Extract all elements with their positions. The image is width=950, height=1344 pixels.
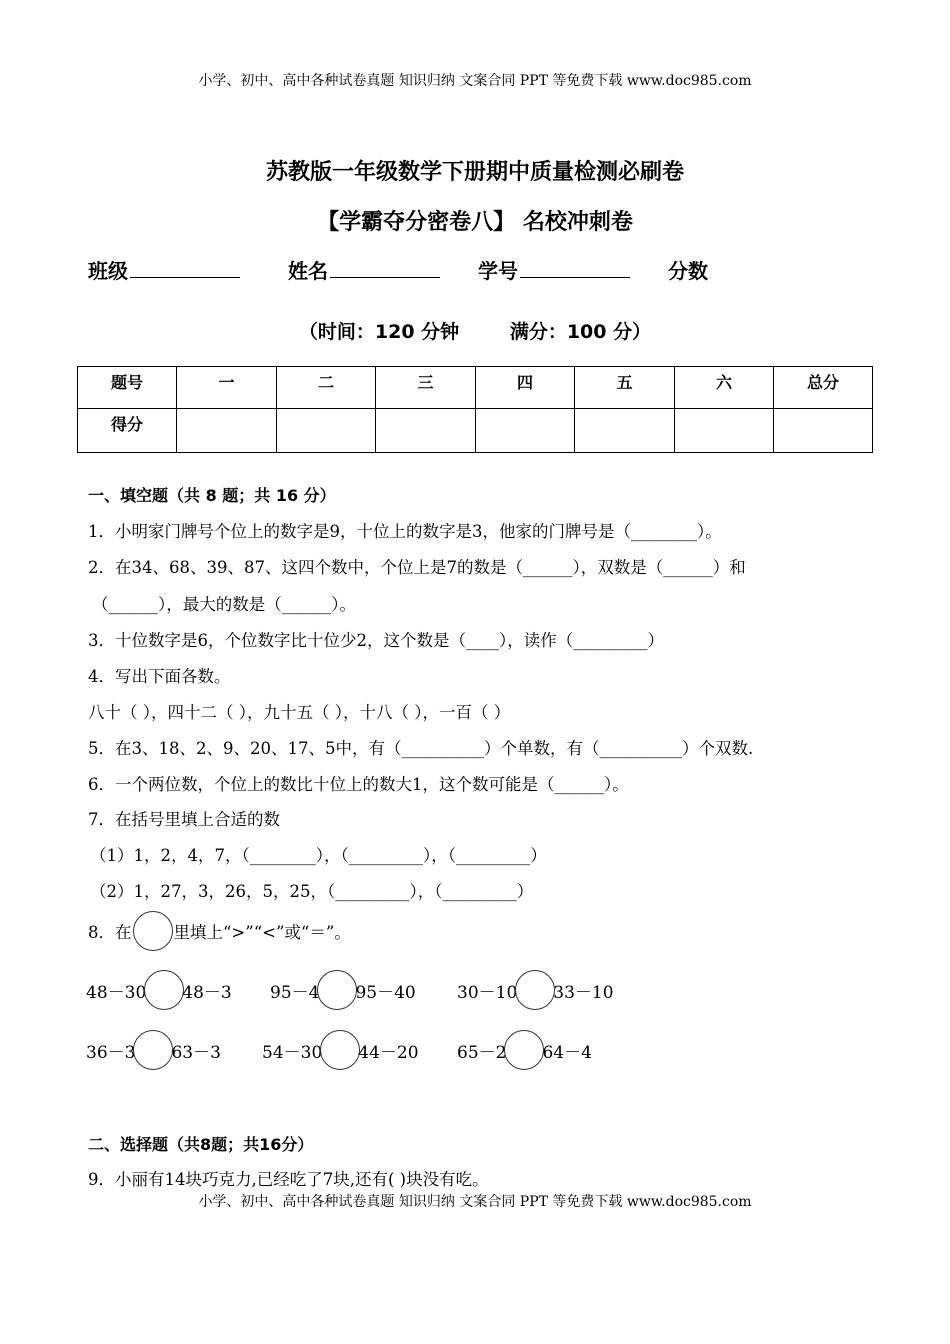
header-cell: 四	[476, 367, 575, 409]
example-circle	[133, 911, 173, 951]
question-7-part1: （1）1，2，4，7，（________），（_________），（_________）	[90, 846, 547, 865]
header-cell: 六	[675, 367, 774, 409]
question-4: 4．写出下面各数。	[88, 667, 231, 686]
section1-title: 一、填空题（共 8 题；共 16 分）	[88, 486, 336, 505]
name-field: 姓名	[288, 255, 440, 284]
question-9: 9．小丽有14块巧克力,已经吃了7块,还有( )块没有吃。	[88, 1170, 489, 1189]
question-2: 2．在34、68、39、87、这四个数中，个位上是7的数是（______），双数是（______）和	[88, 558, 746, 577]
compare-item: 65－2 64－4	[457, 1030, 592, 1070]
time-info	[0, 317, 950, 344]
class-field: 班级	[88, 255, 240, 284]
header-cell: 一	[177, 367, 277, 409]
compare-circle[interactable]	[317, 970, 357, 1010]
exam-title: 苏教版一年级数学下册期中质量检测必刷卷	[265, 160, 684, 185]
score-cell[interactable]	[376, 409, 476, 453]
header-cell: 三	[376, 367, 476, 409]
compare-item: 54－30 44－20	[262, 1030, 419, 1070]
score-table-header-row	[78, 367, 873, 409]
compare-item: 36－3 63－3	[86, 1030, 221, 1070]
score-table	[77, 366, 873, 453]
header-cell: 五	[575, 367, 675, 409]
question-1: 1．小明家门牌号个位上的数字是9，十位上的数字是3，他家的门牌号是（________）。	[88, 522, 722, 541]
compare-item: 48－30 48－3	[86, 970, 232, 1010]
score-cell[interactable]	[675, 409, 774, 453]
top-banner: 小学、初中、高中各种试卷真题 知识归纳 文案合同 PPT 等免费下载 www.doc985.com	[198, 73, 752, 89]
compare-item: 95－4 95－40	[270, 970, 416, 1010]
question-3: 3．十位数字是6，个位数字比十位少2，这个数是（____），读作（_________）	[88, 631, 664, 650]
score-cell[interactable]	[277, 409, 376, 453]
question-4-items: 八十（ ），四十二（ ），九十五（ ），十八（ ），一百（ ）	[88, 703, 511, 722]
bottom-banner: 小学、初中、高中各种试卷真题 知识归纳 文案合同 PPT 等免费下载 www.doc985.com	[198, 1194, 752, 1210]
exam-subtitle: 【学霸夺分密卷八】 名校冲刺卷	[317, 210, 633, 235]
question-2-cont: （______），最大的数是（______）。	[92, 595, 356, 614]
row-label: 得分	[78, 409, 177, 453]
section2-title: 二、选择题（共8题；共16分）	[88, 1135, 314, 1154]
id-blank[interactable]	[520, 259, 630, 278]
header-cell: 题号	[78, 367, 177, 409]
full-score-text: 满分：100 分）	[509, 321, 652, 343]
id-field: 学号	[478, 255, 630, 284]
score-cell[interactable]	[774, 409, 873, 453]
question-5: 5．在3、18、2、9、20、17、5中，有（__________）个单数，有（__________）个双数.	[88, 739, 754, 758]
compare-circle[interactable]	[320, 1030, 360, 1070]
score-field: 分数	[668, 259, 708, 283]
compare-circle[interactable]	[133, 1030, 173, 1070]
compare-circle[interactable]	[504, 1030, 544, 1070]
question-7-part2: （2）1，27，3，26，5，25，（_________），（_________）	[90, 882, 534, 901]
score-cell[interactable]	[575, 409, 675, 453]
score-cell[interactable]	[177, 409, 277, 453]
question-8: 8．在 里填上“>”“<”或“＝”。	[88, 911, 351, 951]
name-blank[interactable]	[330, 259, 440, 278]
compare-item: 30－10 33－10	[457, 970, 614, 1010]
header-cell: 总分	[774, 367, 873, 409]
question-7: 7．在括号里填上合适的数	[88, 810, 280, 829]
compare-circle[interactable]	[515, 970, 555, 1010]
score-cell[interactable]	[476, 409, 575, 453]
time-text: （时间：120 分钟	[298, 321, 460, 343]
question-6: 6．一个两位数，个位上的数比十位上的数大1，这个数可能是（______）。	[88, 775, 629, 794]
header-cell: 二	[277, 367, 376, 409]
score-table-score-row	[78, 409, 873, 453]
class-blank[interactable]	[130, 259, 240, 278]
compare-circle[interactable]	[144, 970, 184, 1010]
